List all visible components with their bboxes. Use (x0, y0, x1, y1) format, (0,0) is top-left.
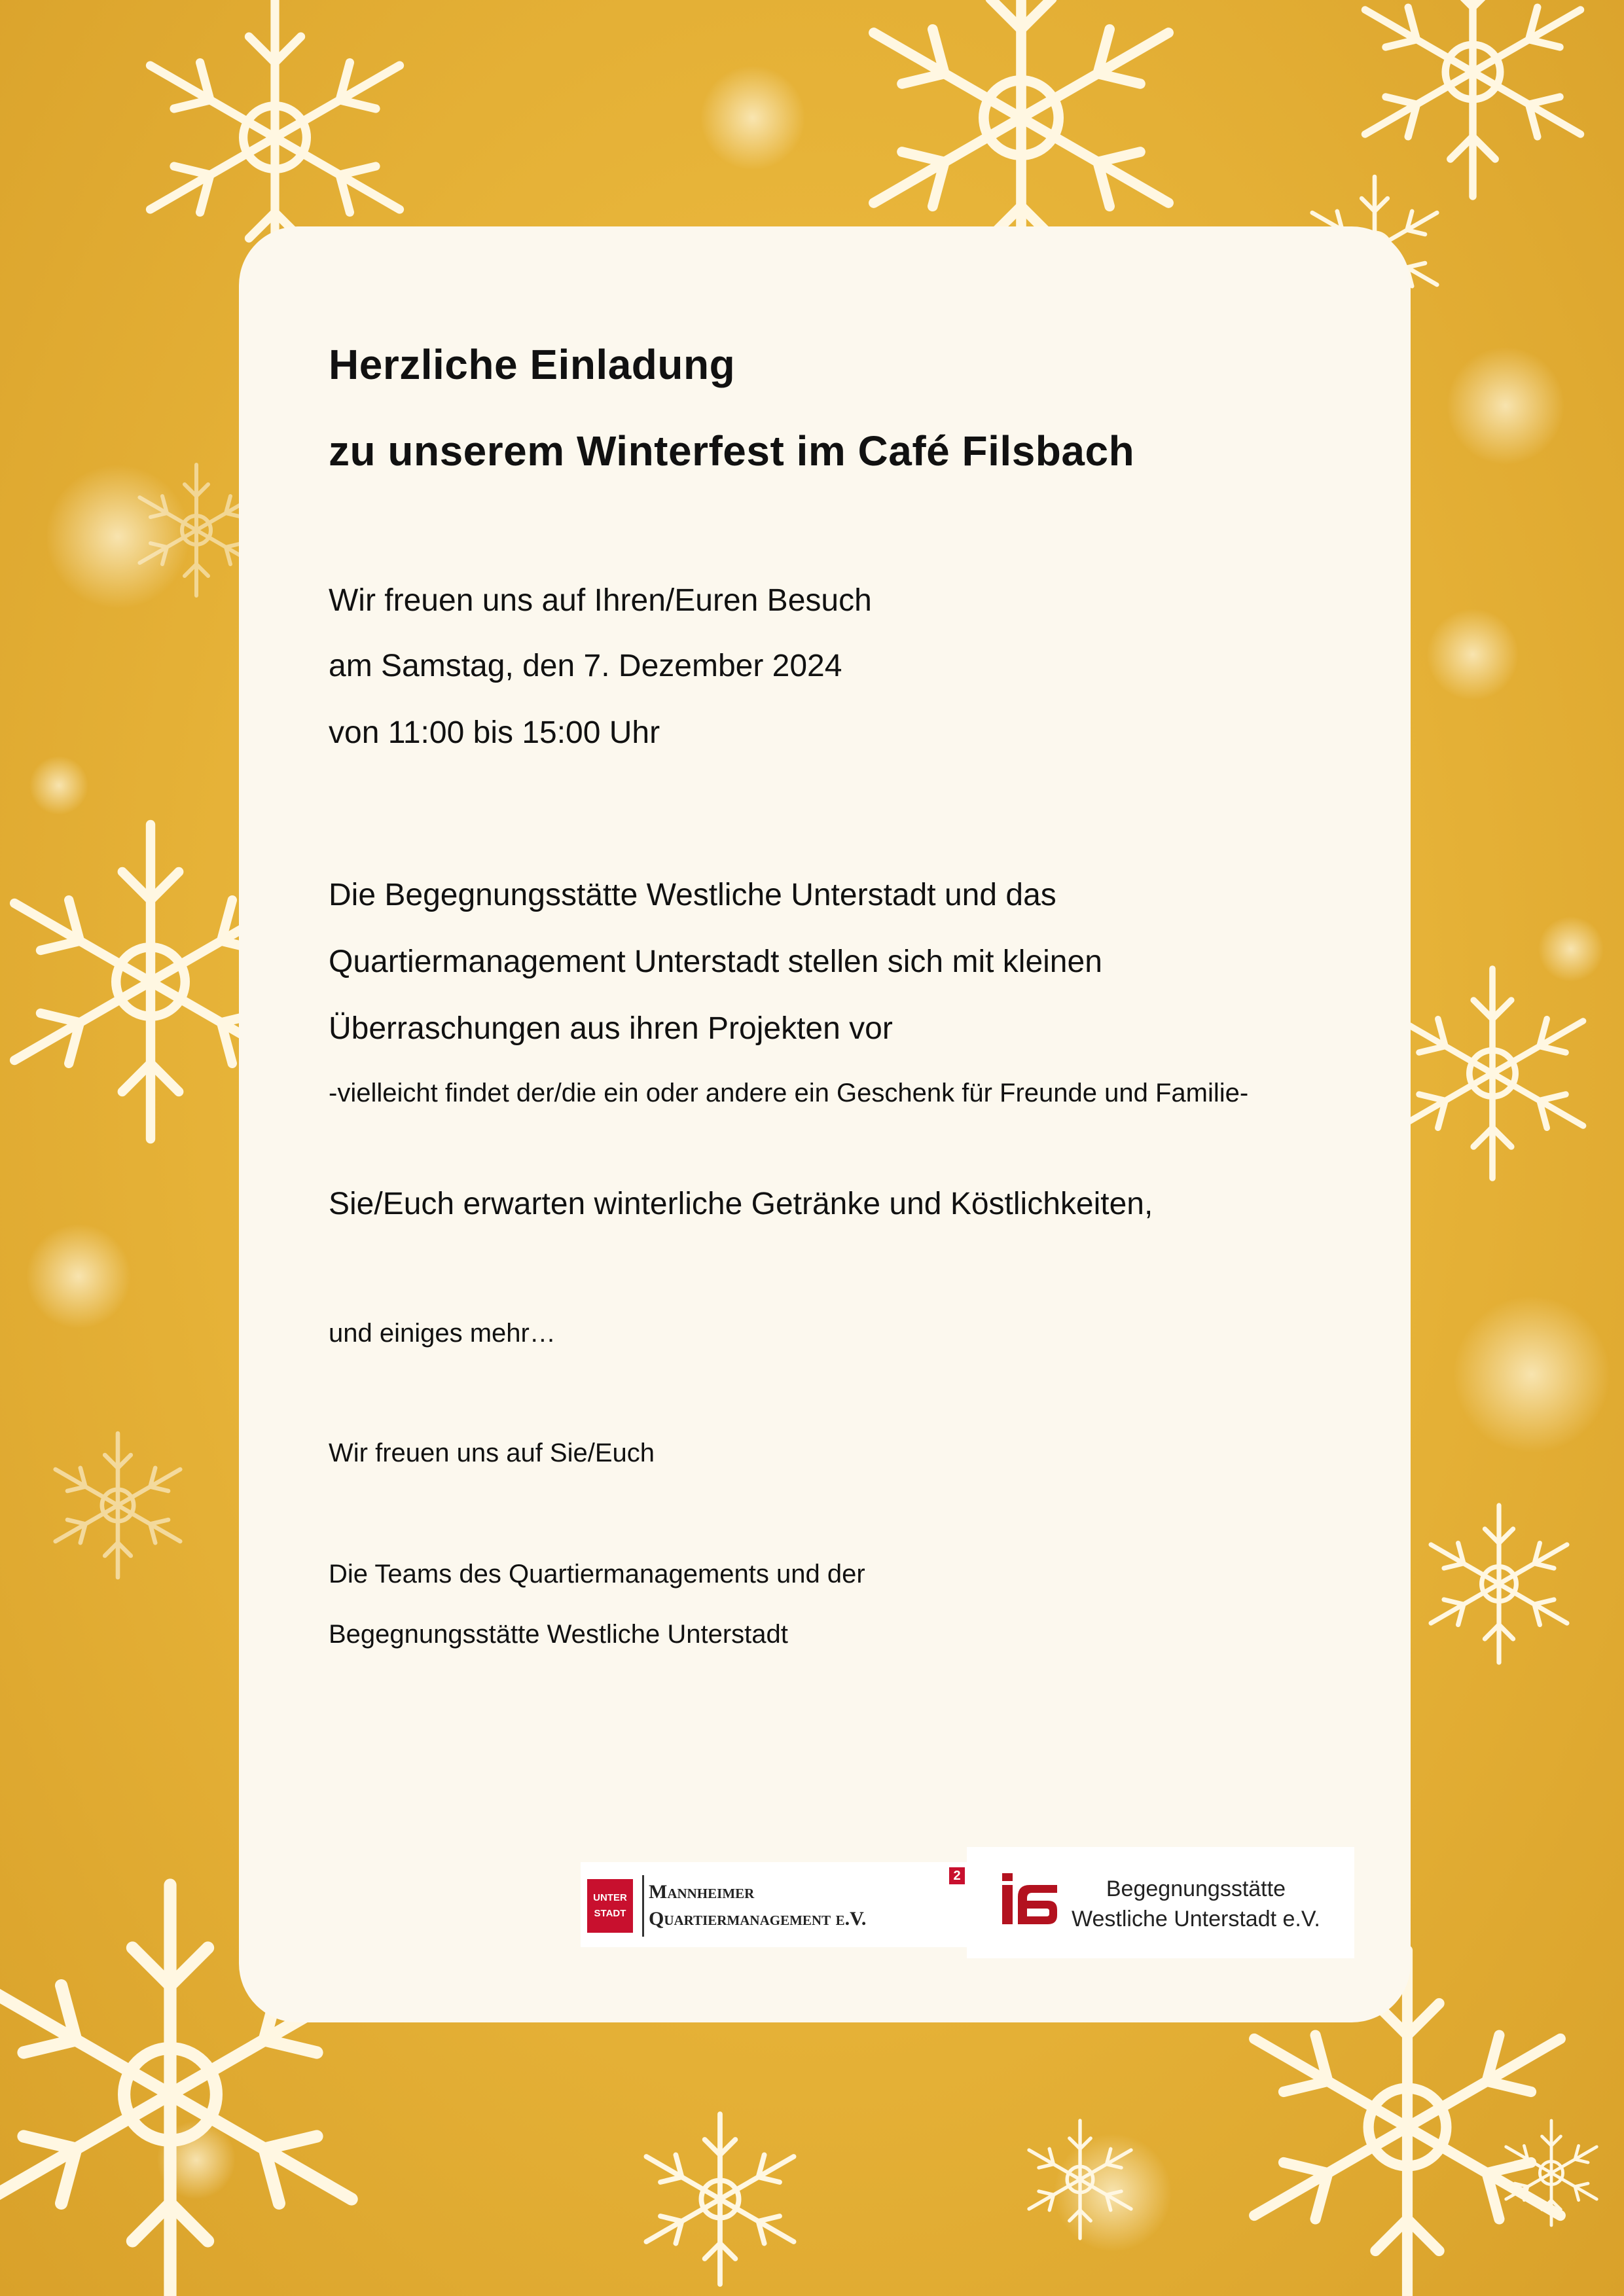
signature-line2: Begegnungsstätte Westliche Unterstadt (329, 1620, 788, 1649)
begegnungsstaette-name-line1: Begegnungsstätte (1106, 1876, 1286, 1901)
offer-line: Sie/Euch erwarten winterliche Getränke und Köstlichkeiten, (329, 1187, 1153, 1221)
body-line2: Quartiermanagement Unterstadt stellen sich mit kleinen (329, 944, 1102, 979)
intro-line1: Wir freuen uns auf Ihren/Euren Besuch (329, 583, 872, 618)
closing-line: Wir freuen uns auf Sie/Euch (329, 1439, 655, 1467)
begegnungsstaette-name-line2: Westliche Unterstadt e.V. (1072, 1906, 1320, 1931)
badge-bottom-text: STADT (594, 1908, 626, 1919)
superscript-2-badge: 2 (949, 1867, 965, 1884)
event-date: am Samstag, den 7. Dezember 2024 (329, 649, 842, 683)
invitation-card (239, 226, 1411, 2022)
invitation-title-line2: zu unserem Winterfest im Café Filsbach (329, 427, 1135, 475)
event-time: von 11:00 bis 15:00 Uhr (329, 715, 660, 750)
begegnungsstaette-logo (967, 1847, 1354, 1958)
begegnungsstaette-name (1072, 1874, 1320, 1935)
unterstadt-badge (587, 1879, 633, 1933)
body-line4: -vielleicht findet der/die ein oder andere ein Geschenk für Freunde und Familie- (329, 1079, 1249, 1107)
badge-top-text: UNTER (593, 1892, 627, 1903)
quartiermanagement-name (649, 1879, 866, 1932)
quartiermanagement-name-line2: Quartiermanagement e.V. (649, 1907, 867, 1929)
signature-line1: Die Teams des Quartiermanagements und der (329, 1560, 865, 1588)
more-line: und einiges mehr… (329, 1319, 556, 1348)
body-line1: Die Begegnungsstätte Westliche Unterstadt und das (329, 878, 1056, 912)
begegnungsstaette-emblem-icon (1000, 1871, 1060, 1927)
quartiermanagement-name-line1: Mannheimer (649, 1881, 755, 1903)
body-line3: Überraschungen aus ihren Projekten vor (329, 1011, 893, 1046)
invitation-title-line1: Herzliche Einladung (329, 341, 736, 388)
quartiermanagement-logo (581, 1862, 967, 1947)
logo-divider (642, 1875, 644, 1937)
